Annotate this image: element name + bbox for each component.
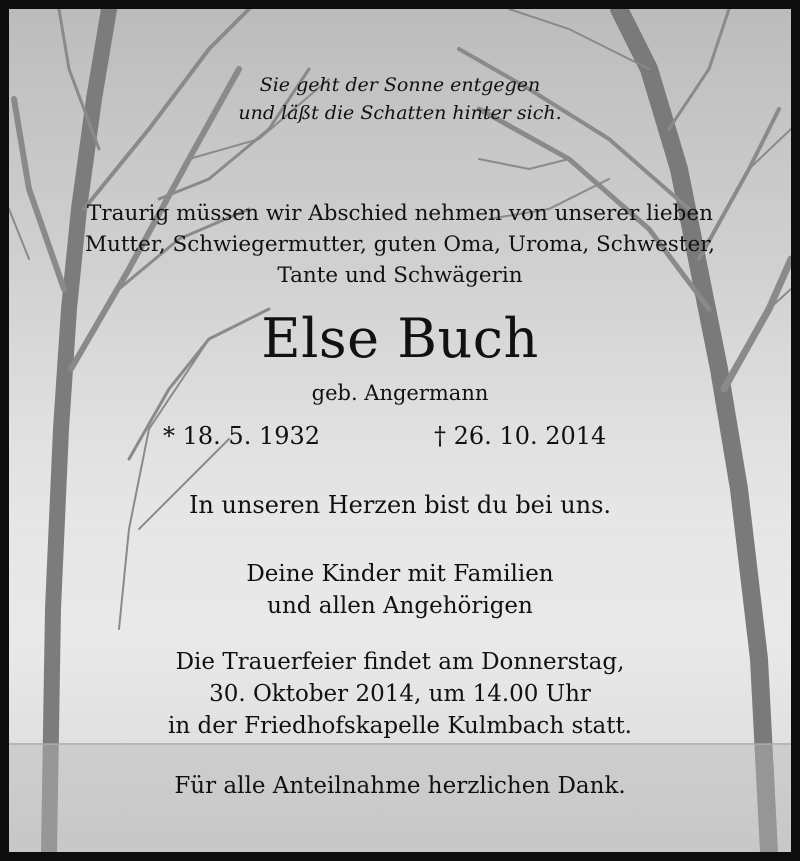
funeral-line: in der Friedhofskapelle Kulmbach statt.: [167, 713, 632, 739]
intro-text: [9, 198, 791, 291]
signature: [9, 558, 791, 622]
funeral-line: 30. Oktober 2014, um 14.00 Uhr: [209, 681, 591, 707]
intro-line: Mutter, Schwiegermutter, guten Oma, Uroma, Schwester,: [85, 232, 715, 257]
motto-line: Sie geht der Sonne entgegen: [259, 74, 541, 96]
intro-line: Tante und Schwägerin: [277, 263, 523, 288]
death-date: † 26. 10. 2014: [434, 422, 607, 450]
signature-line: und allen Angehörigen: [267, 593, 533, 619]
signature-line: Deine Kinder mit Familien: [246, 561, 554, 587]
birth-date: * 18. 5. 1932: [163, 422, 321, 450]
maiden-name: geb. Angermann: [311, 381, 489, 405]
funeral-notice: [9, 646, 791, 742]
motto: [9, 71, 791, 127]
motto-line: und läßt die Schatten hinter sich.: [238, 102, 562, 124]
funeral-line: Die Trauerfeier findet am Donnerstag,: [175, 649, 625, 675]
heart-line: In unseren Herzen bist du bei uns.: [188, 491, 612, 519]
thanks-line: Für alle Anteilnahme herzlichen Dank.: [174, 773, 626, 799]
deceased-name: Else Buch: [261, 307, 539, 370]
intro-line: Traurig müssen wir Abschied nehmen von unserer lieben: [87, 201, 713, 226]
